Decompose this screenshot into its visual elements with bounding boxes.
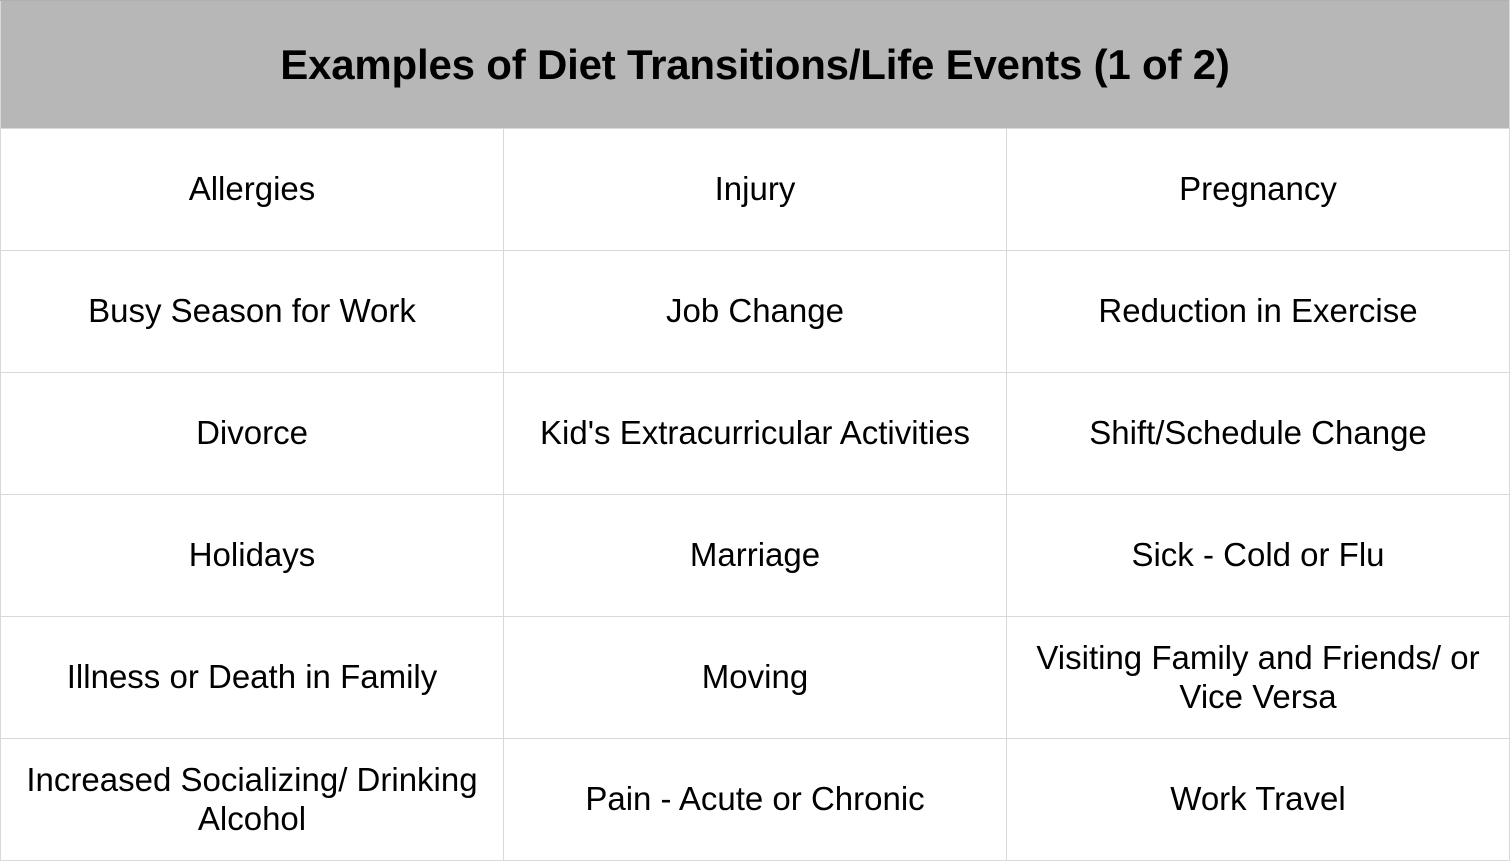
cell-text: Pregnancy — [1179, 170, 1337, 208]
cell-text: Work Travel — [1170, 780, 1346, 818]
table-row — [1, 251, 1510, 373]
page-title: Examples of Diet Transitions/Life Events (1 of 2) — [1, 1, 1510, 129]
table-row — [1, 129, 1510, 251]
table-row — [1, 373, 1510, 495]
table-cell — [1007, 129, 1510, 251]
table-row — [1, 617, 1510, 739]
table-cell — [504, 373, 1007, 495]
table-cell — [1007, 739, 1510, 861]
table-cell — [504, 129, 1007, 251]
cell-text: Kid's Extracurricular Activities — [540, 414, 970, 452]
table-title-row — [1, 1, 1510, 129]
cell-text: Reduction in Exercise — [1098, 292, 1418, 330]
table-cell — [1, 617, 504, 739]
table-cell — [1, 129, 504, 251]
cell-text: Visiting Family and Friends/ or Vice Versa — [1036, 638, 1480, 715]
table-cell — [504, 617, 1007, 739]
table-cell — [1, 373, 504, 495]
table-cell — [1007, 373, 1510, 495]
cell-text: Sick - Cold or Flu — [1131, 536, 1385, 574]
table-row — [1, 739, 1510, 861]
cell-text: Illness or Death in Family — [66, 658, 438, 696]
cell-text: Divorce — [196, 414, 308, 452]
cell-text: Injury — [714, 170, 796, 208]
cell-text: Pain - Acute or Chronic — [585, 780, 925, 818]
cell-text: Allergies — [188, 170, 316, 208]
cell-text: Marriage — [689, 536, 821, 574]
table-cell — [1007, 251, 1510, 373]
table-cell — [504, 739, 1007, 861]
table-cell — [1, 739, 504, 861]
table-row — [1, 495, 1510, 617]
cell-text: Job Change — [666, 292, 844, 330]
table-cell — [1007, 495, 1510, 617]
cell-text: Busy Season for Work — [88, 292, 416, 330]
cell-text: Shift/Schedule Change — [1089, 414, 1427, 452]
cell-text: Increased Socializing/ Drinking Alcohol — [26, 760, 478, 837]
table-cell — [504, 251, 1007, 373]
table-cell — [1007, 617, 1510, 739]
cell-text: Moving — [701, 658, 809, 696]
table-cell — [1, 495, 504, 617]
table-cell — [504, 495, 1007, 617]
table-cell — [1, 251, 504, 373]
cell-text: Holidays — [188, 536, 316, 574]
